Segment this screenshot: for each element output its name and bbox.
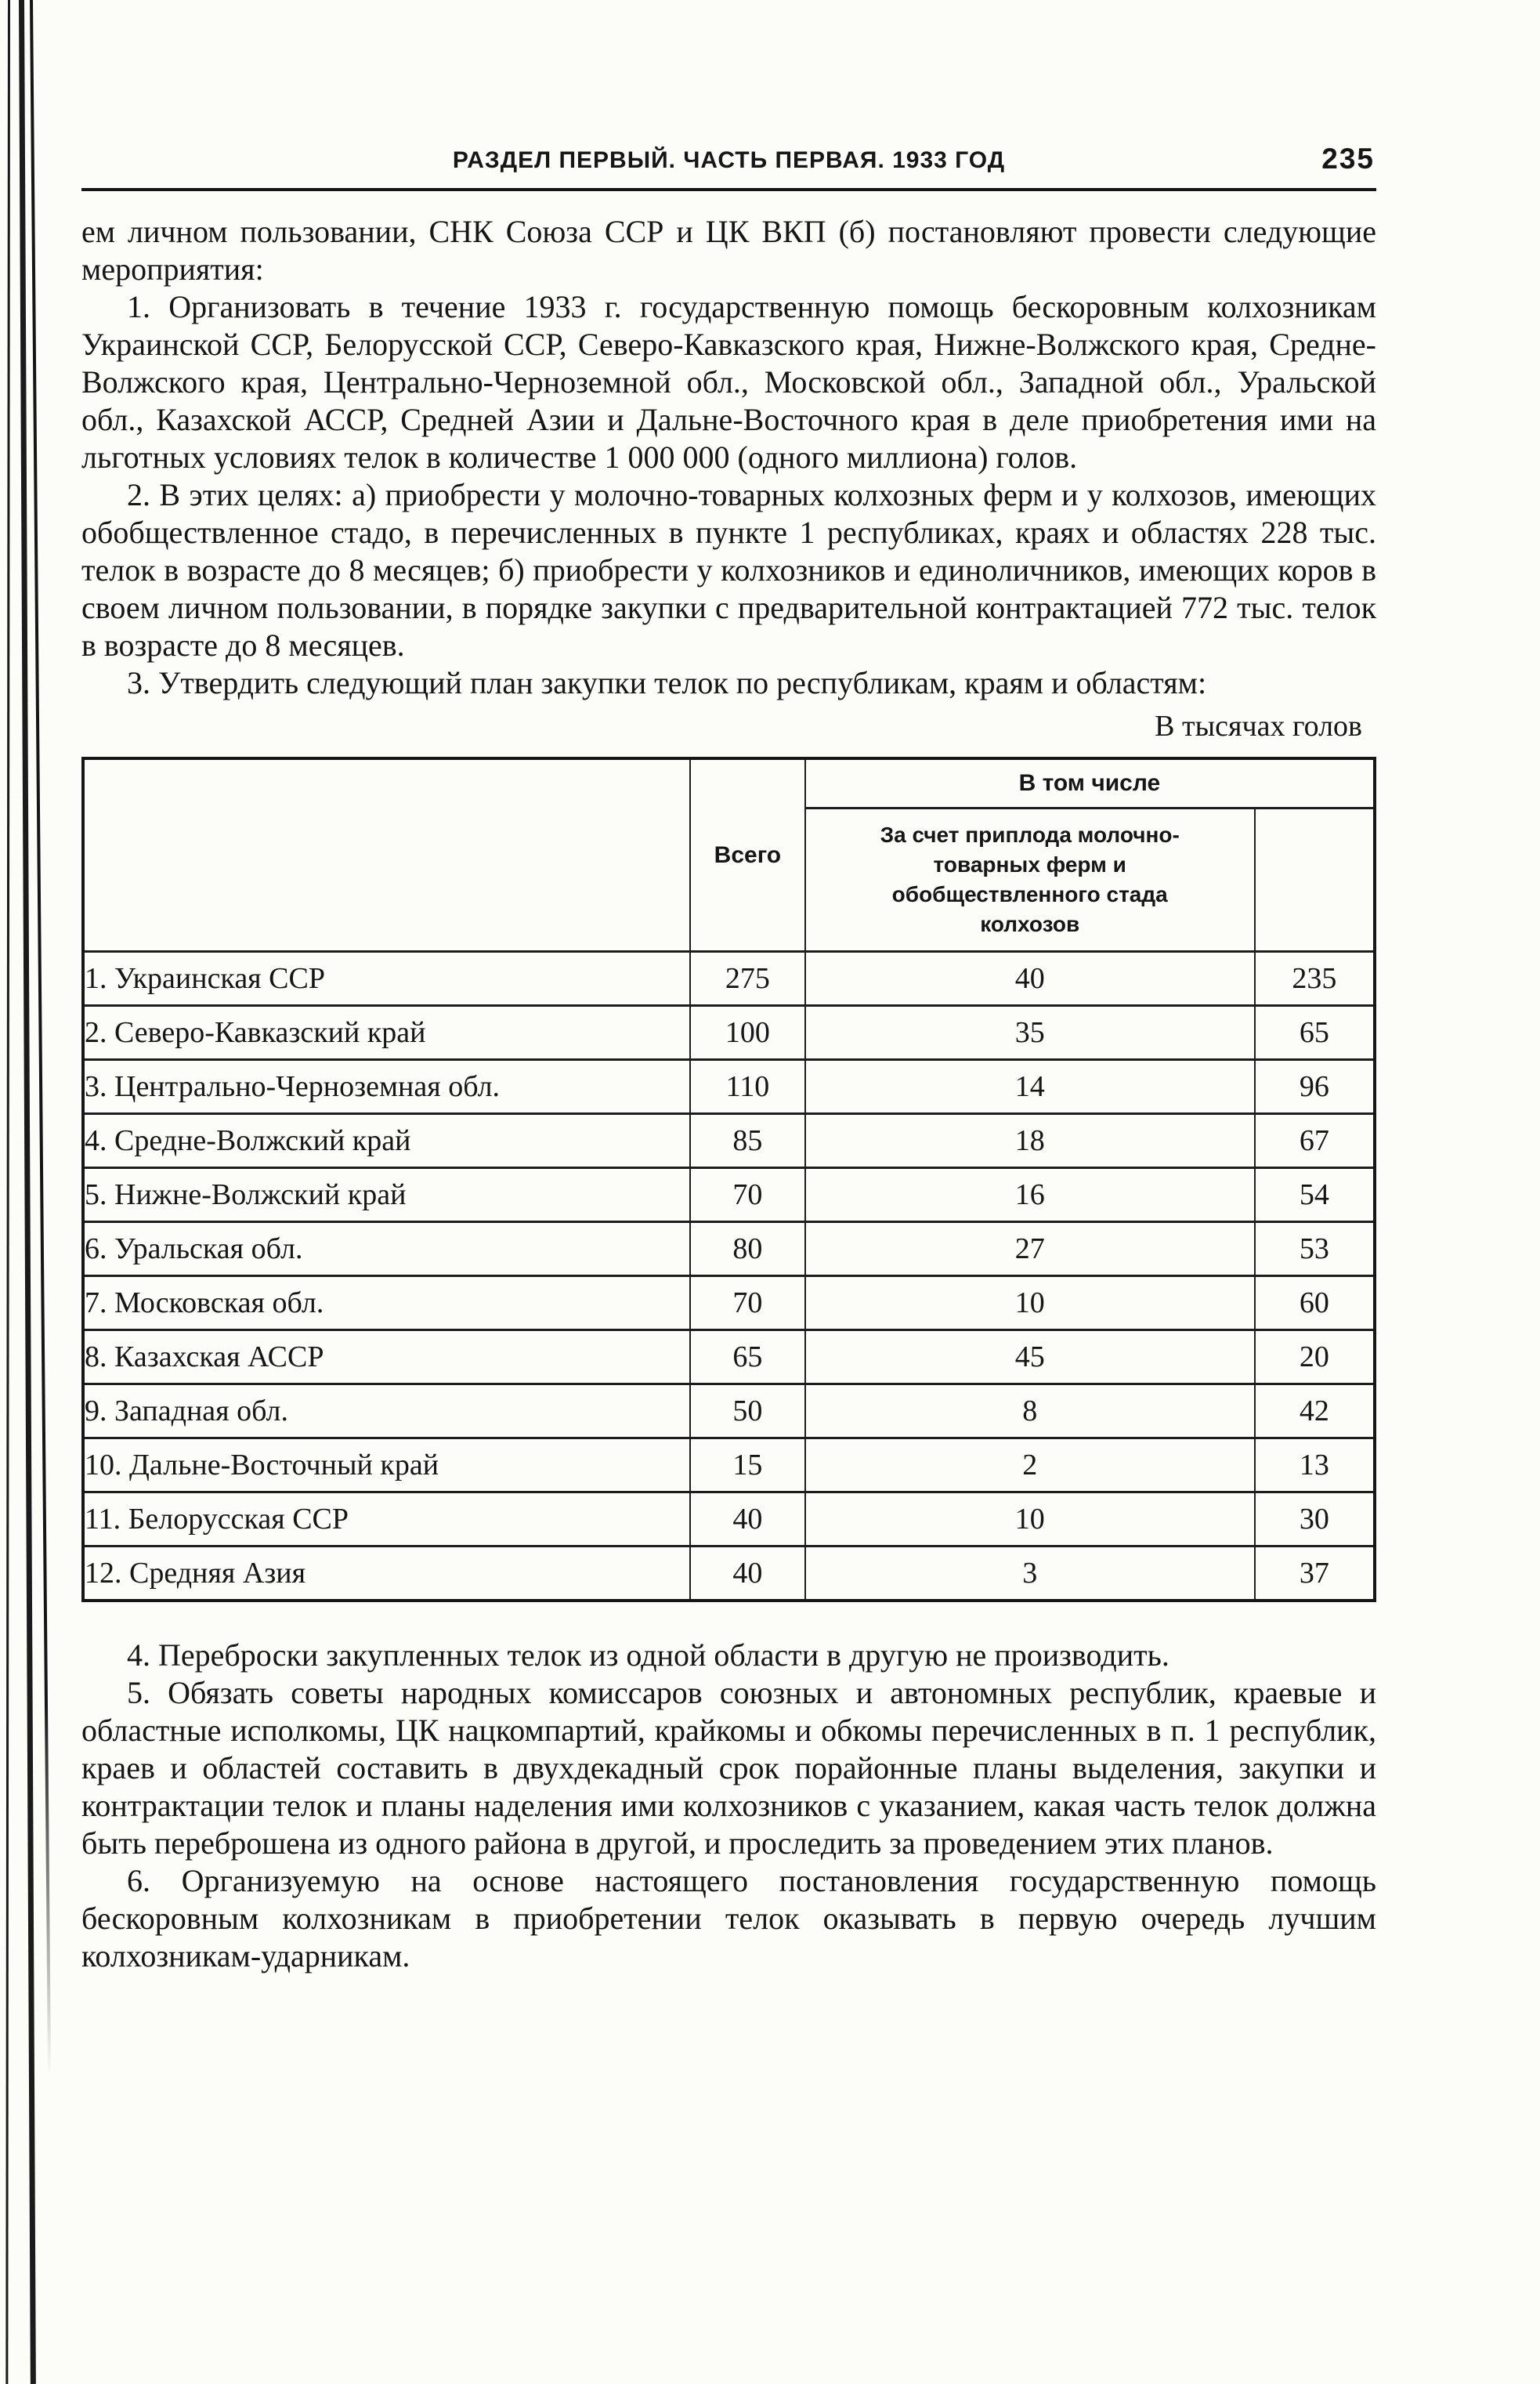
farm-offspring-cell: 16 — [805, 1168, 1255, 1222]
region-name-cell: 9. Западная обл. — [83, 1384, 690, 1438]
farm-offspring-cell: 8 — [805, 1384, 1255, 1438]
other-cell: 53 — [1255, 1222, 1375, 1276]
total-cell: 70 — [690, 1276, 805, 1330]
region-name-cell: 3. Центрально-Черноземная обл. — [83, 1060, 690, 1114]
table-row — [83, 1168, 1375, 1222]
farm-offspring-cell: 18 — [805, 1114, 1255, 1168]
other-cell: 235 — [1255, 952, 1375, 1006]
region-name-cell: 8. Казахская АССР — [83, 1330, 690, 1384]
paragraph-item-2: 2. В этих целях: а) приобрести у молочно-товарных колхозных ферм и у колхозов, имеющих обобществленное стадо, в перечисленных в пункте 1 республиках, краях и областях 228 тыс. телок в возрасте до 8 месяцев; б) приобрести у колхозников и единоличников, имеющих коров в своем личном пользовании, в порядке закупки с предварительной контрактацией 772 тыс. телок в возрасте до 8 месяцев. — [81, 477, 1376, 663]
paragraph-continuation: ем личном пользовании, СНК Союза ССР и ЦК ВКП (б) постановляют провести следующие мероприятия: — [81, 214, 1376, 287]
table-row — [83, 952, 1375, 1006]
intro-text-block — [81, 213, 1376, 702]
total-cell: 65 — [690, 1330, 805, 1384]
total-cell: 15 — [690, 1438, 805, 1492]
farm-offspring-cell: 3 — [805, 1547, 1255, 1601]
other-cell: 20 — [1255, 1330, 1375, 1384]
paragraph-item-5: 5. Обязать советы народных комиссаров союзных и автономных республик, краевые и областные исполкомы, ЦК нацкомпартий, крайкомы и обкомы перечисленных в п. 1 республик, краев и областей составить в двухдекадный срок порайонные планы выделения, закупки и контрактации телок и планы наделения ими колхозников с указанием, какая часть телок должна быть переброшена из одного района в другой, и проследить за проведением этих планов. — [81, 1675, 1376, 1861]
page-content-column — [81, 0, 1376, 1975]
farm-offspring-cell: 10 — [805, 1492, 1255, 1547]
farm-offspring-cell: 14 — [805, 1060, 1255, 1114]
table-header-total: Всего — [690, 758, 805, 952]
paragraph-item-6: 6. Организуемую на основе настоящего постановления государственную помощь бескоровным колхозникам в приобретении телок оказывать в первую очередь лучшим колхозникам-ударникам. — [81, 1863, 1376, 1973]
other-cell: 30 — [1255, 1492, 1375, 1547]
farm-offspring-cell: 10 — [805, 1276, 1255, 1330]
region-name-cell: 12. Средняя Азия — [83, 1547, 690, 1601]
other-cell: 37 — [1255, 1547, 1375, 1601]
paragraph-item-4: 4. Переброски закупленных телок из одной области в другую не производить. — [127, 1637, 1169, 1673]
table-row — [83, 1114, 1375, 1168]
table-row — [83, 1547, 1375, 1601]
other-cell: 54 — [1255, 1168, 1375, 1222]
other-cell: 42 — [1255, 1384, 1375, 1438]
farm-offspring-cell: 27 — [805, 1222, 1255, 1276]
table-row — [83, 1330, 1375, 1384]
other-cell: 65 — [1255, 1006, 1375, 1060]
other-cell: 96 — [1255, 1060, 1375, 1114]
binding-mark-line — [30, 0, 51, 2076]
table-header-farm-offspring — [805, 809, 1255, 952]
table-header-group: В том числе — [805, 758, 1375, 809]
table-row — [83, 1222, 1375, 1276]
running-head-title: РАЗДЕЛ ПЕРВЫЙ. ЧАСТЬ ПЕРВАЯ. 1933 ГОД — [452, 147, 1006, 173]
table-row — [83, 1060, 1375, 1114]
table-header-farm-offspring-text: За счет приплода молочно-товарных ферм и обобществленного стада колхозов — [880, 823, 1180, 936]
total-cell: 80 — [690, 1222, 805, 1276]
table-header-region-empty — [83, 758, 690, 952]
total-cell: 50 — [690, 1384, 805, 1438]
total-cell: 100 — [690, 1006, 805, 1060]
paragraph-item-1: 1. Организовать в течение 1933 г. государственную помощь бескоровным колхозникам Украинской ССР, Белорусской ССР, Северо-Кавказского края, Нижне-Волжского края, Средне-Волжского края, Центрально-Черноземной обл., Московской обл., Западной обл., Уральской обл., Казахской АССР, Средней Азии и Дальне-Восточного края в деле приобретения ими на льготных условиях телок в количестве 1 000 000 (одного миллиона) голов. — [81, 289, 1376, 475]
header-rule — [81, 188, 1376, 191]
running-head — [81, 0, 1376, 213]
table-row — [83, 1276, 1375, 1330]
other-cell: 67 — [1255, 1114, 1375, 1168]
table-row — [83, 1384, 1375, 1438]
table-units-note: В тысячах голов — [1155, 710, 1362, 743]
region-name-cell: 1. Украинская ССР — [83, 952, 690, 1006]
total-cell: 85 — [690, 1114, 805, 1168]
table-row — [83, 1006, 1375, 1060]
other-cell: 60 — [1255, 1276, 1375, 1330]
region-name-cell: 5. Нижне-Волжский край — [83, 1168, 690, 1222]
total-cell: 275 — [690, 952, 805, 1006]
page-number: 235 — [1321, 143, 1375, 175]
other-cell: 13 — [1255, 1438, 1375, 1492]
procurement-plan-table — [81, 757, 1376, 1602]
table-row — [83, 1492, 1375, 1547]
farm-offspring-cell: 45 — [805, 1330, 1255, 1384]
farm-offspring-cell: 2 — [805, 1438, 1255, 1492]
total-cell: 70 — [690, 1168, 805, 1222]
region-name-cell: 4. Средне-Волжский край — [83, 1114, 690, 1168]
farm-offspring-cell: 40 — [805, 952, 1255, 1006]
region-name-cell: 2. Северо-Кавказский край — [83, 1006, 690, 1060]
table-header-row-1 — [83, 758, 1375, 809]
region-name-cell: 6. Уральская обл. — [83, 1222, 690, 1276]
region-name-cell: 10. Дальне-Восточный край — [83, 1438, 690, 1492]
total-cell: 40 — [690, 1547, 805, 1601]
paragraph-item-3: 3. Утвердить следующий план закупки телок по республикам, краям и областям: — [127, 665, 1207, 700]
table-header-last-empty — [1255, 809, 1375, 952]
table-row — [83, 1438, 1375, 1492]
binding-mark-line — [5, 0, 10, 2384]
total-cell: 40 — [690, 1492, 805, 1547]
closing-text-block — [81, 1637, 1376, 1975]
region-name-cell: 7. Московская обл. — [83, 1276, 690, 1330]
farm-offspring-cell: 35 — [805, 1006, 1255, 1060]
region-name-cell: 11. Белорусская ССР — [83, 1492, 690, 1547]
total-cell: 110 — [690, 1060, 805, 1114]
